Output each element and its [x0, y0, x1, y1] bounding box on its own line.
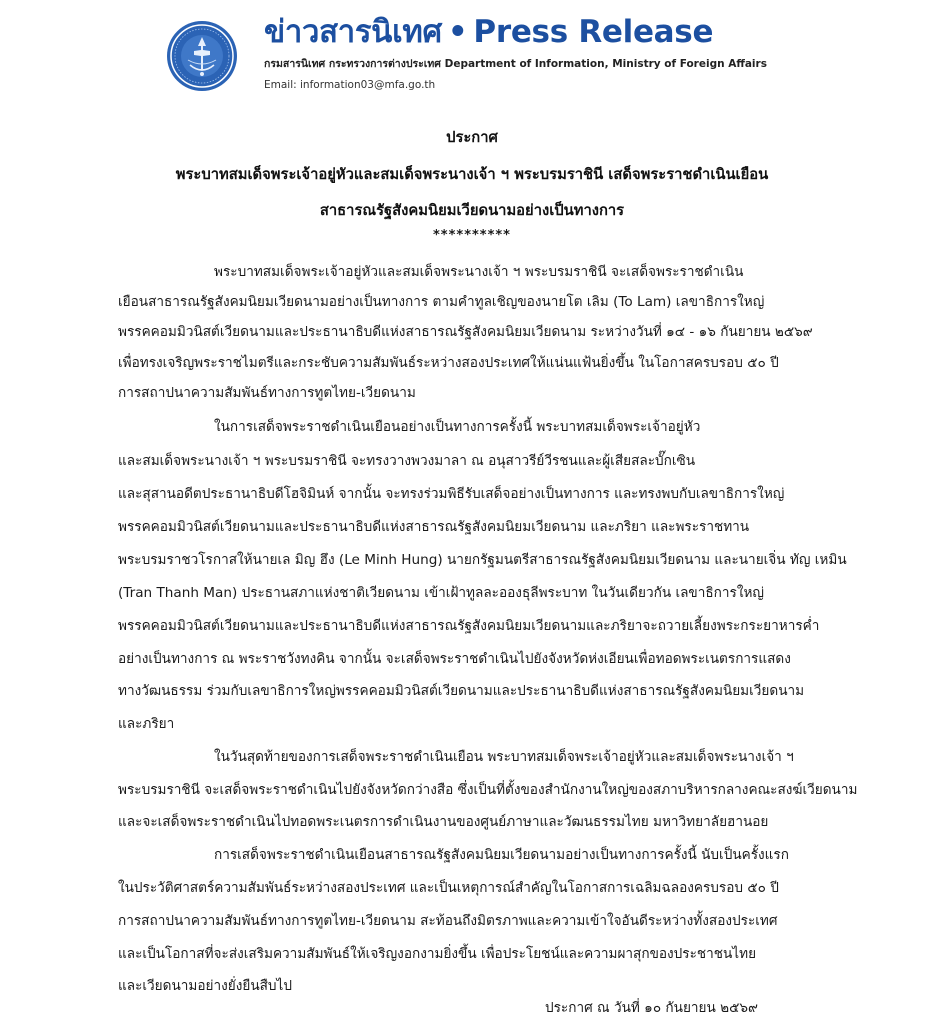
ministry-seal-icon	[166, 20, 238, 92]
body-line: ในวันสุดท้ายของการเสด็จพระราชดำเนินเยือน พระบาทสมเด็จพระเจ้าอยู่หัวและสมเด็จพระนางเจ้า ฯ	[214, 749, 794, 765]
body-line: พระบาทสมเด็จพระเจ้าอยู่หัวและสมเด็จพระนางเจ้า ฯ พระบรมราชินี จะเสด็จพระราชดำเนิน	[214, 264, 744, 280]
press-release-title	[264, 12, 713, 52]
body-line: ในประวัติศาสตร์ความสัมพันธ์ระหว่างสองประเทศ และเป็นเหตุการณ์สำคัญในโอกาสการเฉลิมฉลองครบรอบ ๕๐ ปี	[118, 880, 779, 896]
body-line: ในการเสด็จพระราชดำเนินเยือนอย่างเป็นทางการครั้งนี้ พระบาทสมเด็จพระเจ้าอยู่หัว	[214, 419, 701, 435]
body-line: การเสด็จพระราชดำเนินเยือนสาธารณรัฐสังคมนิยมเวียดนามอย่างเป็นทางการครั้งนี้ นับเป็นครั้งแรก	[214, 847, 789, 863]
body-line: การสถาปนาความสัมพันธ์ทางการทูตไทย-เวียดนาม สะท้อนถึงมิตรภาพและความเข้าใจอันดีระหว่างทั้งสองประเทศ	[118, 913, 778, 929]
body-line: และจะเสด็จพระราชดำเนินไปทอดพระเนตรการดำเนินงานของศูนย์ภาษาและวัฒนธรรมไทย มหาวิทยาลัยฮานอย	[118, 814, 769, 830]
separator-stars: **********	[433, 228, 511, 243]
body-line: พรรคคอมมิวนิสต์เวียดนามและประธานาธิบดีแห่งสาธารณรัฐสังคมนิยมเวียดนาม ระหว่างวันที่ ๑๔ - ๑๖ กันยายน ๒๕๖๙	[118, 324, 813, 340]
body-line: และสมเด็จพระนางเจ้า ฯ พระบรมราชินี จะทรงวางพวงมาลา ณ อนุสาวรีย์วีรชนและผู้เสียสละบั๊กเซิน	[118, 453, 696, 469]
body-line: และเวียดนามอย่างยั่งยืนสืบไป	[118, 978, 293, 994]
press-release-header	[0, 0, 944, 100]
body-line: อย่างเป็นทางการ ณ พระราชวังทงคิน จากนั้น จะเสด็จพระราชดำเนินไปยังจังหวัดห่งเอียนเพื่อทอดพระเนตรการแสดง	[118, 651, 791, 667]
body-line: เพื่อทรงเจริญพระราชไมตรีและกระชับความสัมพันธ์ระหว่างสองประเทศให้แน่นแฟ้นยิ่งขึ้น ในโอกาสครบรอบ ๕๐ ปี	[118, 355, 779, 371]
body-line: ทางวัฒนธรรม ร่วมกับเลขาธิการใหญ่พรรคคอมมิวนิสต์เวียดนามและประธานาธิบดีแห่งสาธารณรัฐสังคมนิยมเวียดนาม	[118, 683, 805, 699]
body-line: การสถาปนาความสัมพันธ์ทางการทูตไทย-เวียดนาม	[118, 385, 416, 401]
body-line: (Tran Thanh Man) ประธานสภาแห่งชาติเวียดนาม เข้าเฝ้าทูลละอองธุลีพระบาท ในวันเดียวกัน เลขาธิการใหญ่	[118, 585, 764, 601]
title-separator: •	[447, 14, 468, 50]
body-line: พระบรมราชวโรกาสให้นายเล มิญ ฮึง (Le Minh Hung) นายกรัฐมนตรีสาธารณรัฐสังคมนิยมเวียดนาม และนายเจิ่น ทัญ เหมิน	[118, 552, 847, 568]
announcement-title-line-1: พระบาทสมเด็จพระเจ้าอยู่หัวและสมเด็จพระนางเจ้า ฯ พระบรมราชินี เสด็จพระราชดำเนินเยือน	[175, 166, 769, 183]
body-line: เยือนสาธารณรัฐสังคมนิยมเวียดนามอย่างเป็นทางการ ตามคำทูลเชิญของนายโต เลิม (To Lam) เลขาธิการใหญ่	[118, 294, 765, 310]
body-line: พรรคคอมมิวนิสต์เวียดนามและประธานาธิบดีแห่งสาธารณรัฐสังคมนิยมเวียดนาม และภริยา และพระราชทาน	[118, 519, 750, 535]
body-line: พระบรมราชินี จะเสด็จพระราชดำเนินไปยังจังหวัดกว่างสือ ซึ่งเป็นที่ตั้งของสำนักงานใหญ่ของสภาบริหารกลางคณะสงฆ์เวียดนาม	[118, 782, 858, 798]
department-line: กรมสารนิเทศ กระทรวงการต่างประเทศ Department of Information, Ministry of Foreign Affairs	[264, 58, 767, 70]
announcement-title-line-2: สาธารณรัฐสังคมนิยมเวียดนามอย่างเป็นทางการ	[319, 202, 625, 219]
body-line: และภริยา	[118, 716, 175, 732]
body-line: และสุสานอดีตประธานาธิบดีโฮจิมินห์ จากนั้น จะทรงร่วมพิธีรับเสด็จอย่างเป็นทางการ และทรงพบกับเลขาธิการใหญ่	[118, 486, 785, 502]
body-line: พรรคคอมมิวนิสต์เวียดนามและประธานาธิบดีแห่งสาธารณรัฐสังคมนิยมเวียดนามและภริยาจะถวายเลี้ยงพระกระยาหารค่ำ	[118, 618, 820, 634]
contact-email: Email: information03@mfa.go.th	[264, 79, 436, 91]
body-line: และเป็นโอกาสที่จะส่งเสริมความสัมพันธ์ให้เจริญงอกงามยิ่งขึ้น เพื่อประโยชน์และความผาสุกของประชาชนไทย	[118, 946, 757, 962]
signature-date: ประกาศ ณ วันที่ ๑๐ กันยายน ๒๕๖๙	[545, 1000, 758, 1016]
title-english: Press Release	[473, 14, 714, 50]
title-thai: ข่าวสารนิเทศ	[264, 14, 442, 50]
announcement-heading: ประกาศ	[446, 129, 498, 146]
